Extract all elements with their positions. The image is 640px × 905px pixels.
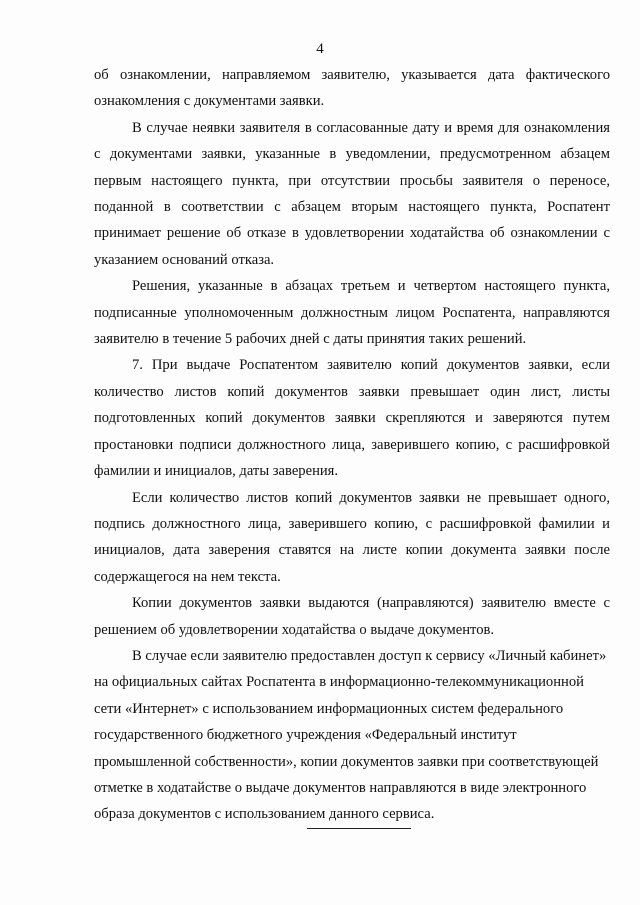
page-number: 4 [316,41,324,57]
paragraph-nonappearance: В случае неявки заявителя в согласованные дату и время для ознакомления с документами заявки, указанные в уведомлении, предусмотренном абзацем первым настоящего пункта, при отсутствии просьбы заявителя о переносе, поданной в соответствии с абзацем вторым настоящего пункта, Роспатент принимает решение об отказе в удовлетворении ходатайства об ознакомлении с указанием оснований отказа. [94,119,610,268]
paragraph-copies-issued: Копии документов заявки выдаются (направляются) заявителю вместе с решением об удовлетворении ходатайства о выдаче документов. [94,595,610,638]
paragraph-continuation: об ознакомлении, направляемом заявителю, указывается дата фактического ознакомления с документами заявки. [94,67,610,110]
paragraph-personal-cabinet: В случае если заявителю предоставлен доступ к сервису «Личный кабинет» на официальных сайтах Роспатента в информационно-телекоммуникационной сети «Интернет» с использованием информационных систем федерального государственного бюджетного учреждения «Федеральный институт промышленной собственности», копии документов заявки при соответствующей отметке в ходатайстве о выдаче документов направляются в виде электронного образа документов с использованием данного сервиса. [94,647,607,823]
paragraph-single-sheet: Если количество листов копий документов заявки не превышает одного, подпись должностного лица, заверившего копию, с расшифровкой фамилии и инициалов, дата заверения ставятся на листе копии документа заявки после содержащегося на нем текста. [94,489,610,585]
paragraph-decisions: Решения, указанные в абзацах третьем и четвертом настоящего пункта, подписанные уполномоченным должностным лицом Роспатента, направляются заявителю в течение 5 рабочих дней с даты принятия таких решений. [94,278,610,348]
paragraph-item-7: 7. При выдаче Роспатентом заявителю копий документов заявки, если количество листов копий документов заявки превышает один лист, листы подготовленных копий документов заявки скрепляются и заверяются путем простановки подписи должностного лица, заверившего копию, с расшифровкой фамилии и инициалов, даты заверения. [94,357,610,480]
end-separator-line [307,828,411,829]
body-text [94,62,610,828]
